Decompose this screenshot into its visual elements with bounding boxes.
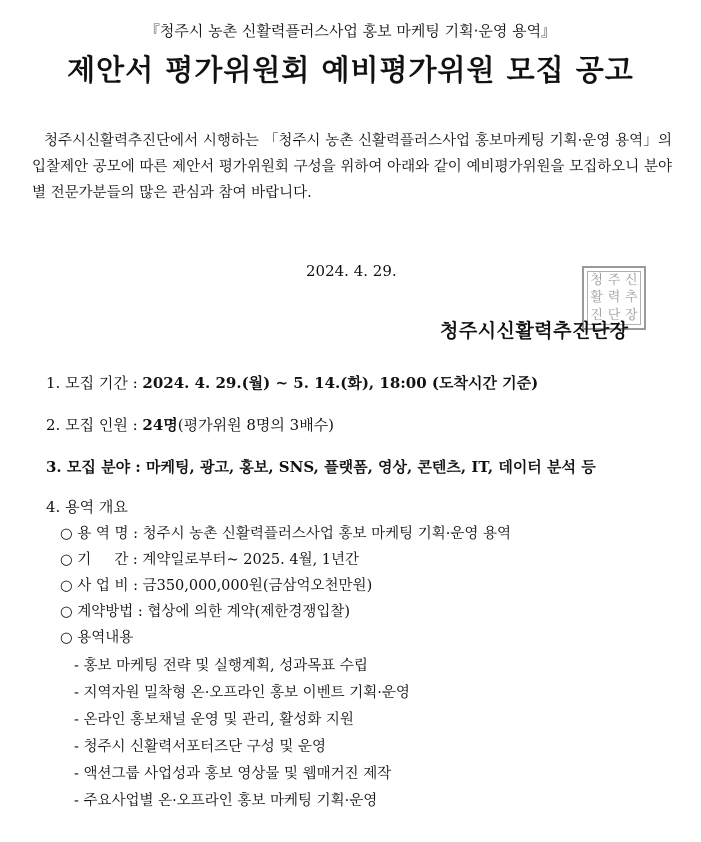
overview-item: ○ 기 간 : 계약일로부터~ 2025. 4월, 1년간 bbox=[60, 552, 360, 568]
overview-item: ○ 사 업 비 : 금350,000,000원(금삼억오천만원) bbox=[60, 578, 373, 594]
task-item: - 청주시 신활력서포터즈단 구성 및 운영 bbox=[74, 739, 327, 755]
intro-paragraph: 청주시신활력추진단에서 시행하는 「청주시 농촌 신활력플러스사업 홍보마케팅 기획·운영 용역」의 입찰제안 공모에 따른 제안서 평가위원회 구성을 위하여 아래와 같이 예비평가위원을 모집하오니 분야별 전문가분들의 많은 관심과 참여 바랍니다. bbox=[32, 133, 672, 201]
recruit-count-value: 24명 bbox=[142, 416, 178, 434]
seal-char: 추 bbox=[625, 290, 638, 306]
recruit-period-value: 2024. 4. 29.(월) ~ 5. 14.(화), 18:00 (도착시간 기준) bbox=[142, 374, 539, 392]
recruit-period bbox=[46, 372, 538, 393]
task-item: - 온라인 홍보채널 운영 및 관리, 활성화 지원 bbox=[74, 712, 354, 728]
signer-name: 청주시신활력추진단장 bbox=[440, 320, 629, 342]
notice-title: 제안서 평가위원회 예비평가위원 모집 공고 bbox=[67, 53, 634, 87]
recruit-count-label: 2. 모집 인원 : bbox=[46, 416, 143, 434]
seal-char: 단 bbox=[607, 307, 621, 323]
seal-char: 청 bbox=[590, 273, 603, 288]
notice-subtitle: 『청주시 농촌 신활력플러스사업 홍보 마케팅 기획·운영 용역』 bbox=[144, 22, 557, 40]
recruit-count-note: (평가위원 8명의 3배수) bbox=[177, 416, 335, 434]
task-item: - 액션그룹 사업성과 홍보 영상물 및 웹매거진 제작 bbox=[74, 766, 392, 782]
seal-char: 활 bbox=[590, 290, 603, 306]
seal-char: 력 bbox=[607, 290, 621, 306]
seal-char: 장 bbox=[625, 307, 638, 323]
recruit-field-value: 마케팅, 광고, 홍보, SNS, 플랫폼, 영상, 콘텐츠, IT, 데이터 분석 등 bbox=[146, 458, 596, 476]
recruit-period-label: 1. 모집 기간 : bbox=[46, 374, 143, 392]
overview-heading: 4. 용역 개요 bbox=[46, 498, 128, 516]
notice-date: 2024. 4. 29. bbox=[306, 262, 397, 280]
task-item: - 홍보 마케팅 전략 및 실행계획, 성과목표 수립 bbox=[74, 658, 368, 674]
overview-item: ○ 용역내용 bbox=[60, 630, 134, 646]
recruit-field bbox=[46, 456, 596, 477]
recruit-field-label: 3. 모집 분야 : bbox=[46, 458, 147, 476]
seal-char: 주 bbox=[607, 273, 621, 288]
task-item: - 주요사업별 온·오프라인 홍보 마케팅 기획·운영 bbox=[74, 793, 378, 809]
task-item: - 지역자원 밀착형 온·오프라인 홍보 이벤트 기획·운영 bbox=[74, 685, 410, 701]
overview-item: ○ 용 역 명 : 청주시 농촌 신활력플러스사업 홍보 마케팅 기획·운영 용역 bbox=[60, 526, 512, 542]
recruit-count bbox=[46, 414, 334, 435]
overview-item: ○ 계약방법 : 협상에 의한 계약(제한경쟁입찰) bbox=[60, 604, 351, 620]
seal-char: 신 bbox=[625, 273, 638, 288]
seal-char: 진 bbox=[590, 307, 603, 323]
